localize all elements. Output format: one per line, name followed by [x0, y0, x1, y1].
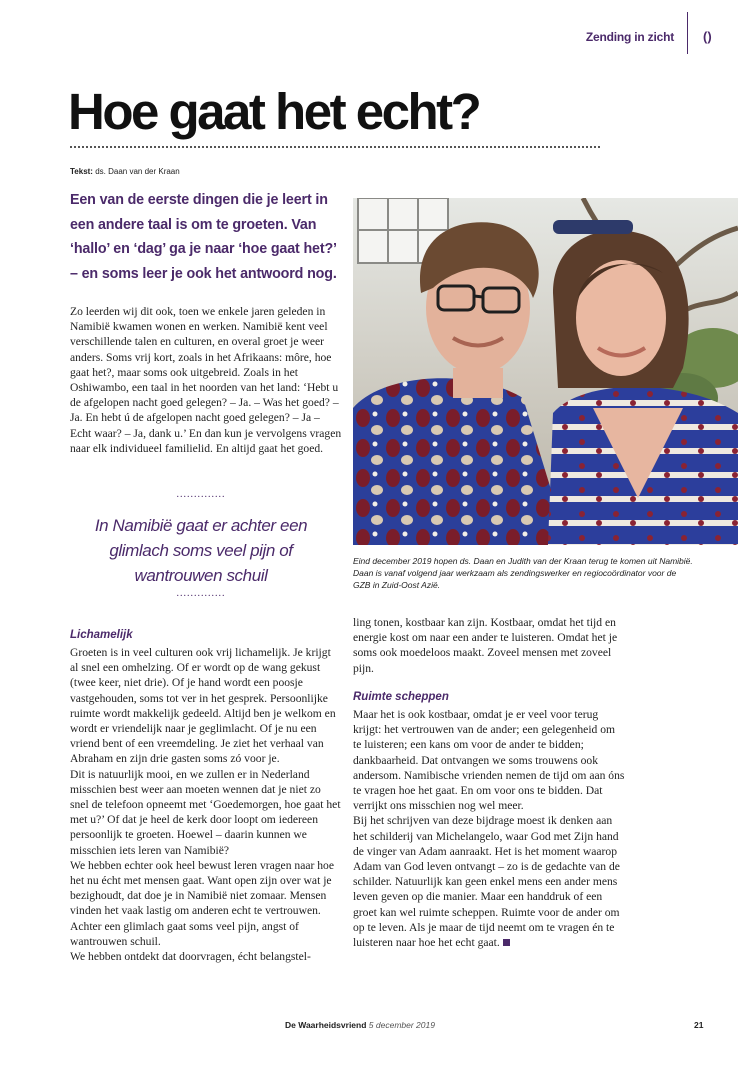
- page-number: 21: [694, 1020, 704, 1030]
- subheading-lichamelijk: Lichamelijk: [70, 629, 133, 641]
- body-column-2-top: ling tonen, kostbaar kan zijn. Kostbaar, omdat het tijd en energie kost om naar een ander te luisteren. Omdat het je soms ook moedeloos maakt. Zoveel mensen met zoveel pijn.: [353, 616, 618, 675]
- column-1-text: Groeten is in veel culturen ook vrij lichamelijk. Je krijgt al snel een omhelzing. Of er wordt op de wang gekust (twee keer, niet drie). Of je hand wordt een poosje vastgehouden, soms tot ver in het gesprek. Persoonlijke ruimte wordt makkelijk gedeeld. Altijd ben je welkom en wordt er vriendelijk naar je geglimlacht. Of je nu een vriend bent of een vreemdeling. Je ziet het verhaal van Abraham en zijn drie gasten soms zó voor je. Dit is natuurlijk mooi, en we zullen er in Nederland misschien best weer aan moeten wennen dat je niet zo snel de telefoon opneemt met ‘Goedemorgen, hoe gaat het met u?’ Of dat je heel de kerk door loopt om iedereen persoonlijk te groeten. Hoewel – daarin kunnen we misschien iets leren van Namibië? We hebben echter ook heel bewust leren vragen naar hoe het nu écht met mensen gaat. Want open zijn over wat je bezighoudt, dat doe je in Namibië niet zomaar. Mensen vinden het vaak lastig om anderen echt te vertrouwen. Achter een glimlach gaat soms veel pijn, angst of wantrouwen schuil. We hebben ontdekt dat doorvragen, écht belangstel-: [70, 646, 341, 964]
- pullquote: In Namibië gaat er achter een glimlach soms veel pijn of wantrouwen schuil: [94, 516, 308, 585]
- page-footer: [180, 1020, 540, 1030]
- section-rubric: Zending in zicht: [585, 30, 674, 44]
- issue-date: 5 december 2019: [368, 1020, 435, 1030]
- subheading-ruimte-scheppen: Ruimte scheppen: [353, 691, 449, 703]
- body-paragraph-1: Zo leerden wij dit ook, toen we enkele jaren geleden in Namibië kwamen wonen en werken. Namibië kent veel verschillende talen en culturen, en overal groet je weer anders. Soms vrij kort, zoals in het Afrikaans: môre, hoe gaat het?, maar soms ook uitgebreid. Zoals in het Oshiwambo, een taal in het noorden van het land: ‘Hebt u de afgelopen nacht goed gelegen? – Ja. – Was het goed? – Ja. En hebt ú de afgelopen nacht goed gelegen? – Ja – Echt waar? – Ja, dank u.’ En dan kun je vervolgens vragen naar elk individueel familielid. En altijd gaat het goed.: [70, 305, 342, 455]
- body-column-2: [353, 707, 625, 950]
- magazine-name: De Waarheidsvriend: [285, 1020, 367, 1030]
- header-divider: [687, 12, 688, 54]
- title-divider: [70, 146, 600, 148]
- article-intro: Een van de eerste dingen die je leert in een andere taal is om te groeten. Van ‘hallo’ en ‘dag’ ga je naar ‘hoe gaat het?’ – en soms leer je ook het antwoord nog.: [70, 192, 337, 282]
- byline-author: ds. Daan van der Kraan: [95, 167, 180, 176]
- pullquote-divider-bottom: ..............: [176, 588, 226, 599]
- end-of-article-mark: [503, 939, 510, 946]
- section-logo-mark: (): [703, 29, 712, 44]
- byline: [70, 167, 180, 176]
- photo-caption: Eind december 2019 hopen ds. Daan en Judith van der Kraan terug te komen uit Namibië. Daan is vanaf volgend jaar werkzaam als zendingswerker en regiocoördinator voor de GZB in Zuid-Oost Azië.: [353, 556, 693, 590]
- article-title: Hoe gaat het echt?: [68, 83, 480, 140]
- column-2-text: Maar het is ook kostbaar, omdat je er veel voor terug krijgt: het vertrouwen van de ander; een gelegenheid om te luisteren; een kans om voor de ander te bidden; dankbaarheid. Dat ontvangen we soms trouwens ook andersom. Namibische vrienden nemen de tijd om aan óns te vragen hoe het gaat. En om voor ons te bidden. Dat verrijkt ons misschien nog wel meer. Bij het schrijven van deze bijdrage moest ik denken aan het schilderij van Michelangelo, waar God met Zijn hand de vinger van Adam aanraakt. Het is het moment waarop Adam van God leven ontvangt – zo is de gedachte van de schilder. Natuurlijk kan geen enkel mens een ander mens leven geven op die manier. Maar een handdruk of een groet kan wel ruimte scheppen. Ruimte voor de ander om op te leven. Als je maar de tijd neemt om te vragen én te luisteren naar hoe het echt gaat.: [353, 708, 625, 950]
- couple-photo: [353, 198, 738, 545]
- pullquote-divider-top: ..............: [176, 489, 226, 500]
- body-column-1: [70, 645, 342, 964]
- byline-label: Tekst:: [70, 167, 93, 176]
